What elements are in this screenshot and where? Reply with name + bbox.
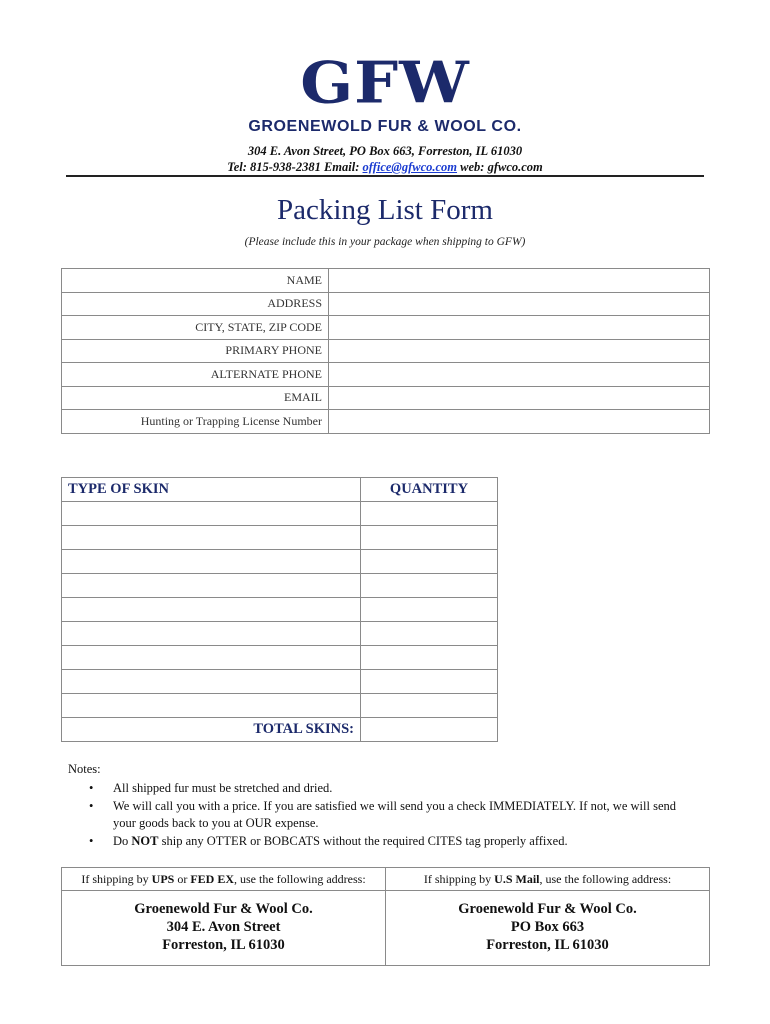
notes-label: Notes: (68, 762, 101, 776)
info-row-license (62, 410, 710, 434)
email-field[interactable] (329, 386, 710, 410)
us-mail-address (386, 891, 709, 965)
skin-quantity-cell[interactable] (361, 550, 498, 574)
note-text-bold: NOT (131, 833, 159, 848)
skins-table (61, 477, 498, 742)
total-skins-label: TOTAL SKINS: (62, 718, 361, 742)
info-label: ALTERNATE PHONE (62, 363, 329, 387)
info-label: ADDRESS (62, 292, 329, 316)
skin-row (62, 502, 498, 526)
contact-info-table (61, 268, 710, 434)
note-text-pre: Do (113, 833, 132, 848)
tel-label: Tel: 815-938-2381 Email: (227, 160, 363, 174)
address-line: Groenewold Fur & Wool Co. (134, 901, 313, 917)
company-name: GROENEWOLD FUR & WOOL CO. (248, 118, 522, 135)
type-of-skin-header: TYPE OF SKIN (62, 478, 361, 502)
company-contact (0, 160, 770, 175)
address-line: 304 E. Avon Street (166, 919, 281, 935)
total-skins-cell[interactable] (361, 718, 498, 742)
skin-type-cell[interactable] (62, 598, 361, 622)
name-field[interactable] (329, 269, 710, 293)
carrier-ups: UPS (151, 872, 175, 886)
skin-quantity-cell[interactable] (361, 598, 498, 622)
info-label: CITY, STATE, ZIP CODE (62, 316, 329, 340)
company-address: 304 E. Avon Street, PO Box 663, Forreston, IL 61030 (247, 144, 523, 158)
skin-type-cell[interactable] (62, 694, 361, 718)
quantity-header: QUANTITY (361, 478, 498, 502)
form-title: Packing List Form (277, 194, 493, 226)
note-item (89, 780, 699, 798)
address-line: PO Box 663 (510, 919, 585, 935)
skin-type-cell[interactable] (62, 622, 361, 646)
info-label: EMAIL (62, 386, 329, 410)
skin-quantity-cell[interactable] (361, 670, 498, 694)
address-line: Groenewold Fur & Wool Co. (458, 901, 637, 917)
carrier-fedex: FED EX (190, 872, 235, 886)
info-label: Hunting or Trapping License Number (62, 410, 329, 434)
info-row-alternate-phone (62, 363, 710, 387)
skin-type-cell[interactable] (62, 574, 361, 598)
heading-text: or (174, 872, 191, 886)
us-mail-heading (386, 868, 709, 891)
ups-fedex-box (62, 868, 386, 966)
note-item (89, 833, 699, 851)
header-divider (66, 175, 704, 177)
info-label: PRIMARY PHONE (62, 339, 329, 363)
bullet-icon: • (89, 833, 94, 848)
skin-row (62, 526, 498, 550)
note-text: All shipped fur must be stretched and dried. (113, 781, 333, 795)
address-line: Forreston, IL 61030 (162, 937, 285, 953)
skin-row (62, 598, 498, 622)
skin-quantity-cell[interactable] (361, 646, 498, 670)
form-subtitle: (Please include this in your package when shipping to GFW) (244, 236, 526, 248)
bullet-icon: • (89, 781, 94, 795)
alternate-phone-field[interactable] (329, 363, 710, 387)
note-item (89, 798, 699, 833)
license-number-field[interactable] (329, 410, 710, 434)
info-row-email (62, 386, 710, 410)
skin-type-cell[interactable] (62, 526, 361, 550)
skin-row (62, 622, 498, 646)
note-text: We will call you with a price. If you are satisfied we will send you a check IMMEDIATELY. If not, we will send your goods back to you at OUR expense. (113, 798, 676, 830)
info-row-address (62, 292, 710, 316)
ups-fedex-heading (62, 868, 385, 891)
skin-quantity-cell[interactable] (361, 694, 498, 718)
skin-quantity-cell[interactable] (361, 526, 498, 550)
ups-fedex-address (62, 891, 385, 965)
bullet-icon: • (89, 798, 94, 813)
info-row-name (62, 269, 710, 293)
info-row-city (62, 316, 710, 340)
carrier-usmail: U.S Mail (494, 872, 540, 886)
skin-type-cell[interactable] (62, 502, 361, 526)
skin-type-cell[interactable] (62, 670, 361, 694)
notes-list (89, 780, 699, 850)
skin-type-cell[interactable] (62, 646, 361, 670)
total-row (62, 718, 498, 742)
skin-row (62, 550, 498, 574)
skin-quantity-cell[interactable] (361, 574, 498, 598)
info-row-primary-phone (62, 339, 710, 363)
heading-text: , use the following address: (234, 872, 366, 886)
shipping-address-table (61, 867, 710, 966)
skin-quantity-cell[interactable] (361, 502, 498, 526)
web-label: web: gfwco.com (457, 160, 543, 174)
heading-text: If shipping by (81, 872, 152, 886)
email-link[interactable]: office@gfwco.com (362, 160, 458, 174)
skin-row (62, 694, 498, 718)
address-line: Forreston, IL 61030 (486, 937, 609, 953)
shipping-row (62, 868, 710, 966)
heading-text: If shipping by (423, 872, 495, 886)
info-label: NAME (62, 269, 329, 293)
skin-row (62, 646, 498, 670)
heading-text: , use the following address: (539, 872, 672, 886)
note-text-post: ship any OTTER or BOBCATS without the required CITES tag properly affixed. (158, 833, 568, 848)
primary-phone-field[interactable] (329, 339, 710, 363)
skins-header-row (62, 478, 498, 502)
us-mail-box (386, 868, 710, 966)
company-logo: GFW (300, 48, 470, 117)
skin-row (62, 574, 498, 598)
skin-quantity-cell[interactable] (361, 622, 498, 646)
city-state-zip-field[interactable] (329, 316, 710, 340)
skin-row (62, 670, 498, 694)
skin-type-cell[interactable] (62, 550, 361, 574)
address-field[interactable] (329, 292, 710, 316)
